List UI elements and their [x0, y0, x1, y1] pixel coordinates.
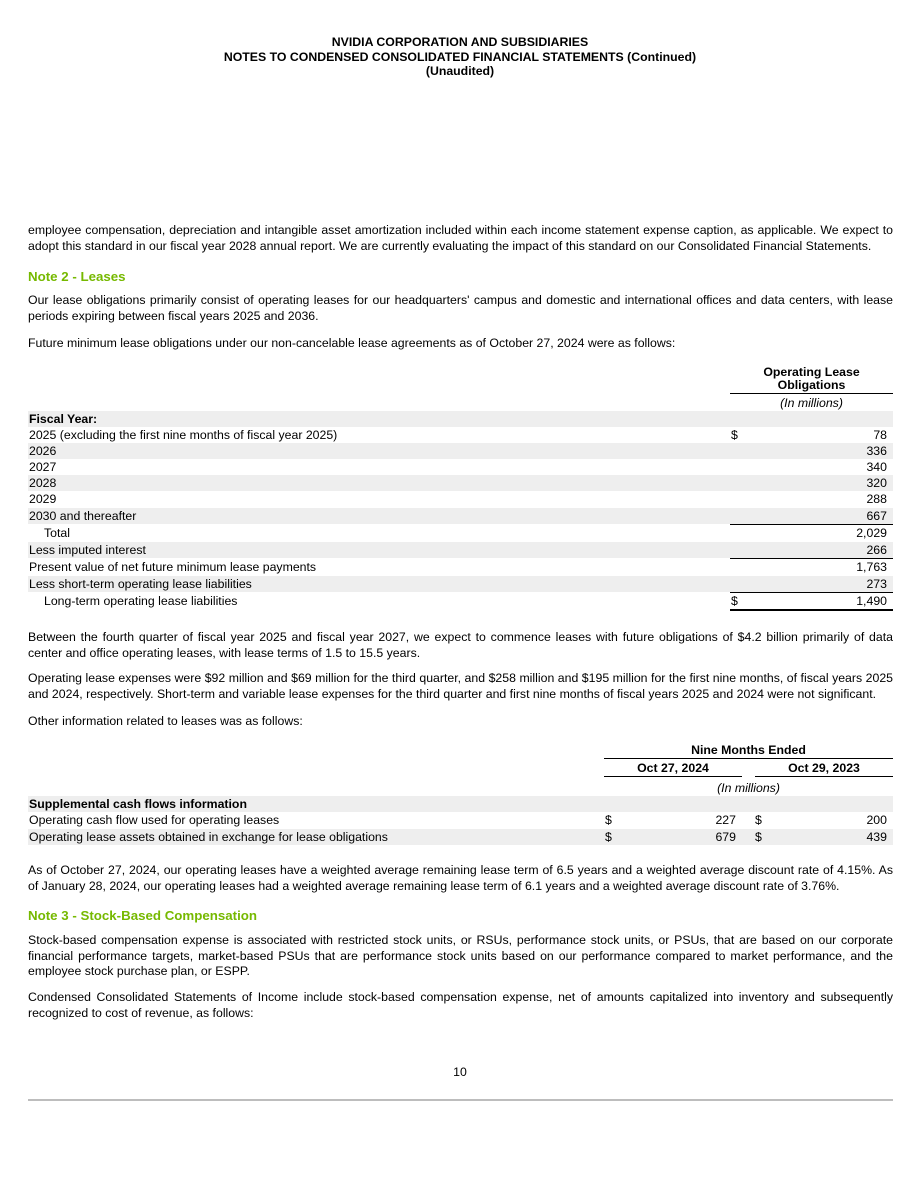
- row-value-2024: 227: [715, 813, 736, 827]
- column-rule: [755, 776, 893, 777]
- currency-symbol: $: [605, 830, 612, 844]
- row-value-2024: 679: [715, 830, 736, 844]
- row-value: 336: [866, 444, 887, 458]
- notes-title: NOTES TO CONDENSED CONSOLIDATED FINANCIAL STATEMENTS (Continued): [223, 49, 697, 64]
- section-label: Supplemental cash flows information: [29, 797, 247, 811]
- column-header-line-1: Operating Lease: [763, 365, 860, 379]
- row-value: 1,490: [856, 594, 887, 608]
- row-label: 2028: [29, 476, 57, 490]
- currency-symbol: $: [731, 594, 738, 608]
- row-value: 340: [866, 460, 887, 474]
- currency-symbol: $: [731, 428, 738, 442]
- row-label: 2029: [29, 492, 57, 506]
- table-row: [28, 829, 893, 845]
- header-rule: [730, 393, 893, 394]
- units-label: (In millions): [717, 781, 780, 795]
- row-label: Operating cash flow used for operating leases: [29, 813, 280, 827]
- row-label: Total: [44, 526, 70, 540]
- table-row: [28, 525, 893, 541]
- note-2-paragraph-4: Operating lease expenses were $92 million and $69 million for the third quarter, and $258 million and $195 million for the first nine months, of fiscal years 2025 and 2024, respectively. Short-term and variable lease expenses for the third quarter and first nine months of fiscal years 2025 and 2024 were not significant.: [28, 671, 893, 701]
- note-2-paragraph-3: Between the fourth quarter of fiscal year 2025 and fiscal year 2027, we expect to commence leases with future obligations of $4.2 billion primarily of data center and office operating leases, with lease terms of 1.5 to 15.5 years.: [28, 630, 893, 660]
- footer-divider: [28, 1099, 893, 1101]
- row-label: Less short-term operating lease liabilities: [29, 577, 252, 591]
- table-row: [28, 508, 893, 524]
- units-label: (In millions): [780, 396, 843, 410]
- page-number: 10: [453, 1065, 467, 1079]
- table-row: [28, 427, 893, 443]
- row-label: Operating lease assets obtained in exchange for lease obligations: [29, 830, 388, 844]
- currency-symbol: $: [755, 813, 762, 827]
- note-2-title: Note 2 - Leases: [28, 269, 126, 284]
- unaudited-label: (Unaudited): [425, 64, 495, 78]
- row-value: 320: [866, 476, 887, 490]
- table-row: [28, 411, 893, 427]
- row-value: 1,763: [856, 560, 887, 574]
- company-name: NVIDIA CORPORATION AND SUBSIDIARIES: [331, 35, 589, 49]
- row-value: 78: [873, 428, 887, 442]
- table-row: [28, 812, 893, 828]
- intro-paragraph: employee compensation, depreciation and intangible asset amortization included within each income statement expense caption, as applicable. We expect to adopt this standard in our fiscal year 2028 annual report. We are currently evaluating the impact of this standard on our Consolidated Financial Statements.: [28, 223, 893, 253]
- column-header-2023: Oct 29, 2023: [788, 761, 860, 775]
- table-row: [28, 559, 893, 575]
- currency-symbol: $: [755, 830, 762, 844]
- row-value: 288: [866, 492, 887, 506]
- note-2-paragraph-2: Future minimum lease obligations under our non-cancelable lease agreements as of October 27, 2024 were as follows:: [28, 336, 676, 350]
- row-label: Less imputed interest: [29, 543, 146, 557]
- note-3-paragraph-1: Stock-based compensation expense is associated with restricted stock units, or RSUs, performance stock units, or PSUs, that are based on our corporate financial performance targets, market-based PSUs that are performance stock units based on our performance compared to market performance, and the employee stock purchase plan, or ESPP.: [28, 933, 893, 978]
- section-label: Fiscal Year:: [29, 412, 98, 426]
- column-header: [730, 366, 893, 392]
- row-label: Long-term operating lease liabilities: [44, 594, 238, 608]
- total-double-rule: [730, 609, 893, 611]
- table-row: [28, 443, 893, 459]
- table-row: [28, 576, 893, 592]
- table-row: [28, 542, 893, 558]
- note-3-paragraph-2: Condensed Consolidated Statements of Income include stock-based compensation expense, net of amounts capitalized into inventory and subsequently recognized to cost of revenue, as follows:: [28, 990, 893, 1020]
- group-header-rule: [604, 758, 893, 759]
- currency-symbol: $: [605, 813, 612, 827]
- row-value: 2,029: [856, 526, 887, 540]
- column-rule: [604, 776, 742, 777]
- group-header: Nine Months Ended: [691, 743, 806, 757]
- row-label: 2026: [29, 444, 57, 458]
- row-value-2023: 439: [866, 830, 887, 844]
- table-row: [28, 796, 893, 812]
- table-row: [28, 593, 893, 609]
- row-value: 667: [866, 509, 887, 523]
- table-row: [28, 475, 893, 491]
- column-header-line-2: Obligations: [777, 378, 846, 392]
- row-label: 2025 (excluding the first nine months of fiscal year 2025): [29, 428, 338, 442]
- column-header-2024: Oct 27, 2024: [637, 761, 709, 775]
- page-header: [0, 35, 920, 79]
- row-value: 273: [866, 577, 887, 591]
- row-label: Present value of net future minimum lease payments: [29, 560, 317, 574]
- table-row: [28, 459, 893, 475]
- note-2-paragraph-1: Our lease obligations primarily consist of operating leases for our headquarters' campus and domestic and international offices and data centers, with lease periods expiring between fiscal years 2025 and 2036.: [28, 293, 893, 323]
- row-label: 2027: [29, 460, 57, 474]
- row-value: 266: [866, 543, 887, 557]
- row-value-2023: 200: [866, 813, 887, 827]
- note-3-title: Note 3 - Stock-Based Compensation: [28, 908, 258, 923]
- table-row: [28, 491, 893, 507]
- row-label: 2030 and thereafter: [29, 509, 137, 523]
- note-2-paragraph-5: Other information related to leases was as follows:: [28, 714, 303, 728]
- note-2-paragraph-6: As of October 27, 2024, our operating leases have a weighted average remaining lease term of 6.5 years and a weighted average discount rate of 4.15%. As of January 28, 2024, our operating leases had a weighted average remaining lease term of 6.1 years and a weighted average discount rate of 3.76%.: [28, 863, 893, 893]
